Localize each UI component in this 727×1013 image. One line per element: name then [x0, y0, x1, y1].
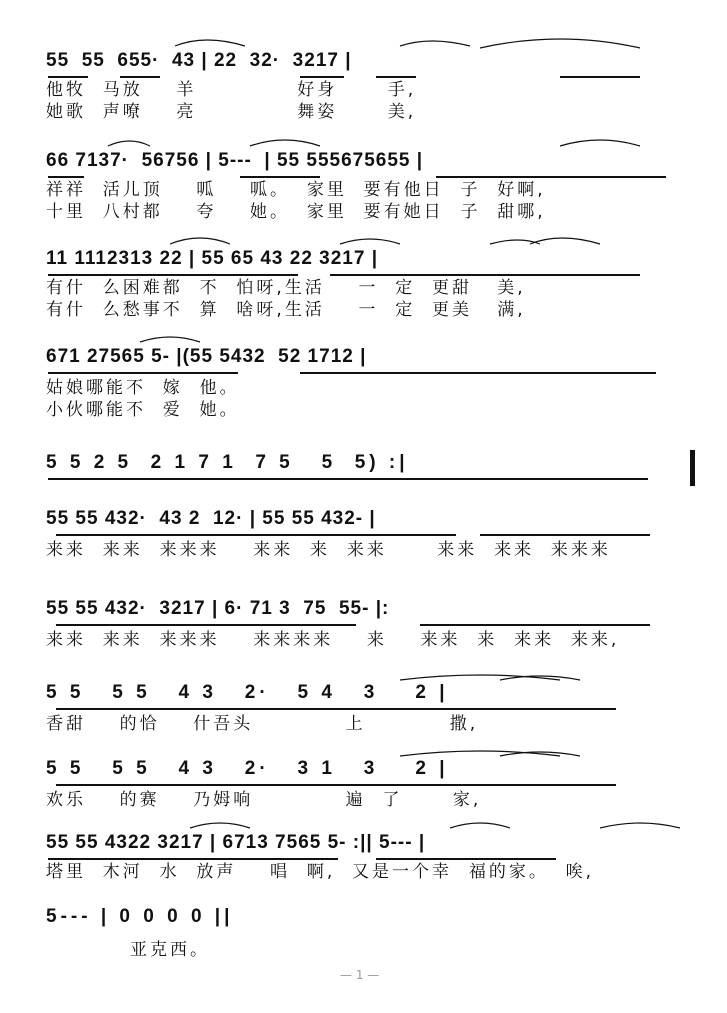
notes-line: 55 55 655· 43 | 22 32· 3217 | [46, 50, 352, 71]
lyric-verse-2: 小伙哪能不 爱 她。 [46, 400, 240, 420]
notes-line: 55 55 432· 3217 | 6· 71 3 75 55- |: [46, 598, 390, 619]
lyric-line: 亚克西。 [46, 940, 211, 960]
notes-line: 671 27565 5- |(55 5432 52 1712 | [46, 346, 367, 367]
notes-line: 11 1112313 22 | 55 65 43 22 3217 | [46, 248, 379, 269]
lyric-line: 欢乐 的赛 乃姆响 遍 了 家, [46, 790, 482, 810]
lyric-line: 塔里 木河 水 放声 唱 啊, 又是一个幸 福的家。 唉, [46, 862, 595, 882]
notes-line: 5 5 2 5 2 1 7 1 7 5 5 5) :| [46, 452, 409, 473]
notes-line: 5 5 5 5 4 3 2· 5 4 3 2 | [46, 682, 449, 703]
notes-line: 55 55 4322 3217 | 6713 7565 5- :|| 5--- | [46, 832, 426, 853]
lyric-verse-2: 她歌 声嘹 亮 舞姿 美, [46, 102, 417, 122]
lyric-verse-1: 他牧 马放 羊 好身 手, [46, 80, 417, 100]
lyric-verse-1: 祥祥 活儿顶 呱 呱。 家里 要有他日 子 好啊, [46, 180, 546, 200]
notes-line: 66 7137· 56756 | 5--- | 55 555675655 | [46, 150, 424, 171]
lyric-verse-1: 有什 么困难都 不 怕呀,生活 一 定 更甜 美, [46, 278, 526, 298]
page-number: — 1 — [340, 968, 380, 982]
lyric-line: 香甜 的恰 什吾头 上 撒, [46, 714, 479, 734]
lyric-chorus: 来来 来来 来来来 来来来来 来 来来 来 来来 来来, [46, 630, 620, 650]
lyric-verse-1: 姑娘哪能不 嫁 他。 [46, 378, 240, 398]
lyric-chorus: 来来 来来 来来来 来来 来 来来 来来 来来 来来来 [46, 540, 611, 560]
notes-line: 5--- | 0 0 0 0 || [46, 906, 234, 927]
notes-line: 55 55 432· 43 2 12· | 55 55 432- | [46, 508, 376, 529]
lyric-verse-2: 有什 么愁事不 算 啥呀,生活 一 定 更美 满, [46, 300, 526, 320]
notes-line: 5 5 5 5 4 3 2· 3 1 3 2 | [46, 758, 449, 779]
lyric-verse-2: 十里 八村都 夸 她。 家里 要有她日 子 甜哪, [46, 202, 546, 222]
